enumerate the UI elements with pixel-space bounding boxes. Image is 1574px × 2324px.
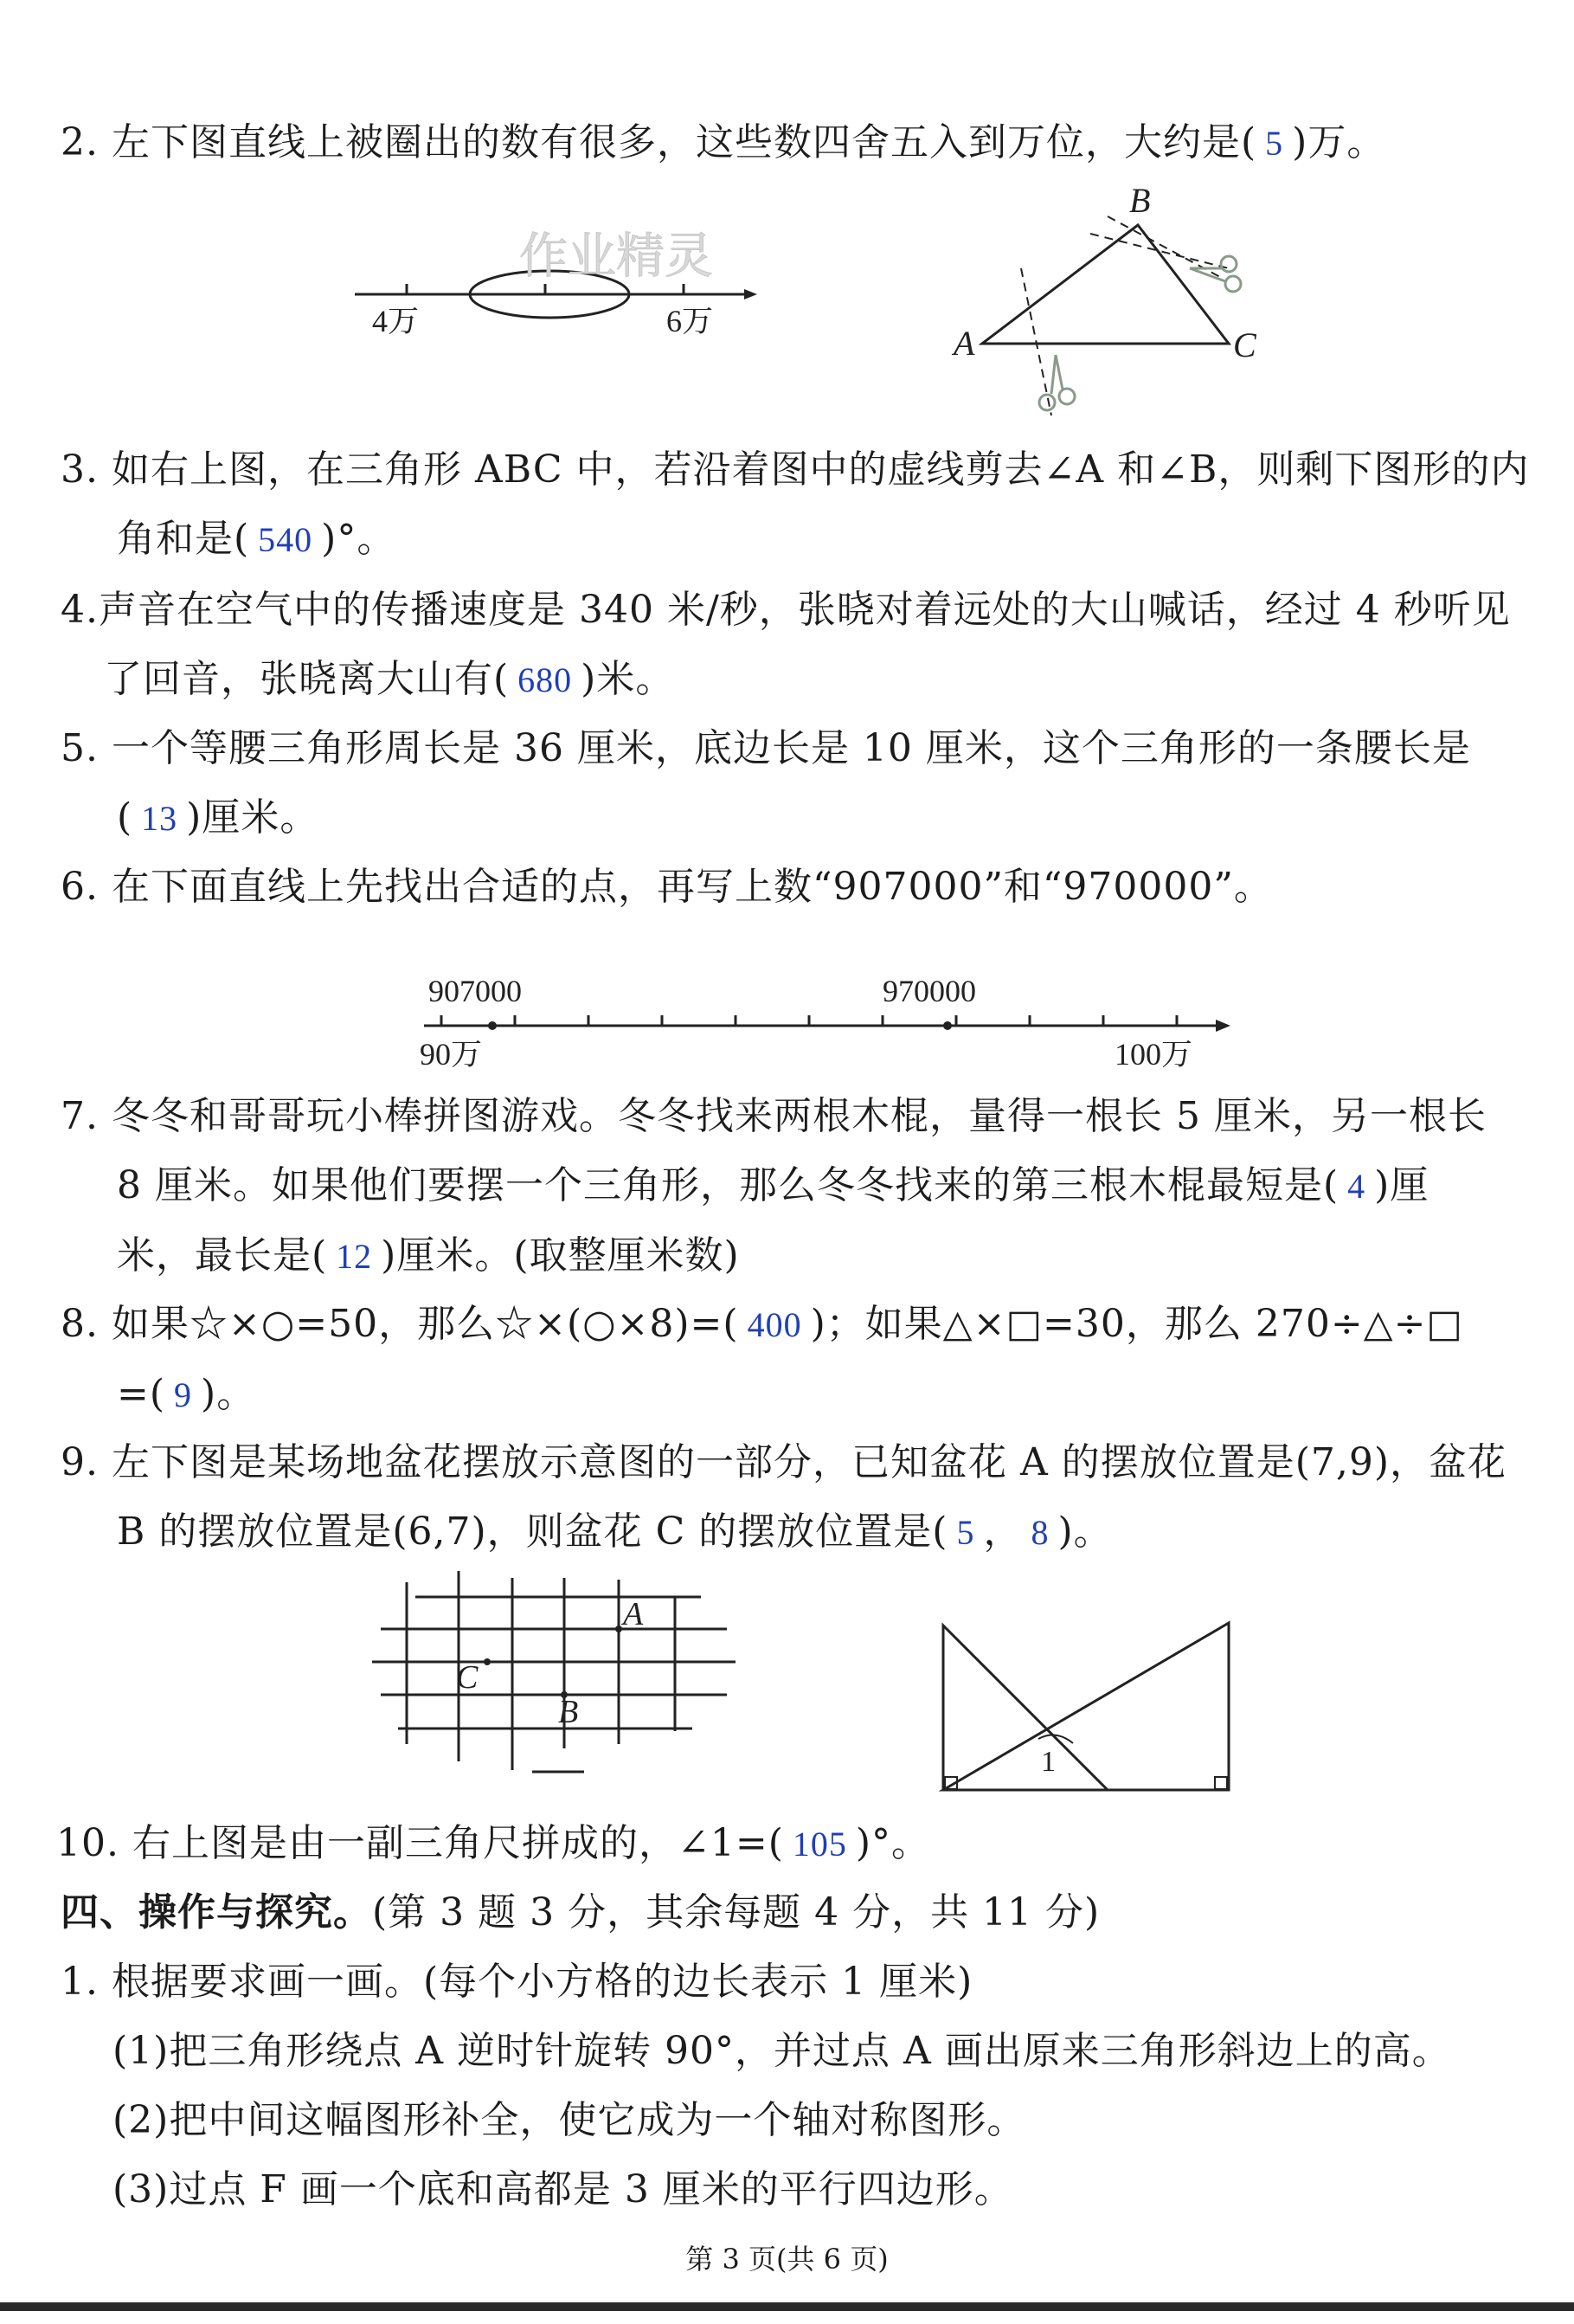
- angle-label: 1: [1041, 1746, 1056, 1778]
- question-text: )万。: [1292, 120, 1386, 164]
- number-line-figure: [342, 221, 792, 351]
- vertex-label-a: A: [954, 324, 975, 363]
- question-number: 6.: [61, 865, 99, 909]
- answer: 400: [747, 1305, 802, 1344]
- answer: 12: [336, 1237, 373, 1276]
- question-text: 了回音，张晓离大山有(: [104, 657, 510, 701]
- question-text: 声音在空气中的传播速度是 340 米/秒，张晓对着远处的大山喊话，经过 4 秒听见: [98, 588, 1511, 632]
- left-label: 4万: [372, 304, 420, 338]
- triangle-abc-figure: [943, 173, 1289, 424]
- question-9: [61, 1428, 1549, 1568]
- question-text: 一个等腰三角形周长是 36 厘米，底边长是 10 厘米，这个三角形的一条腰长是: [111, 726, 1471, 770]
- question-number: 5.: [61, 726, 99, 770]
- answer: 540: [258, 520, 313, 559]
- question-7: [61, 1082, 1549, 1291]
- sub-question-3: (3)过点 F 画一个底和高都是 3 厘米的平行四边形。: [112, 2167, 1013, 2211]
- bottom-rule: [0, 2302, 1574, 2311]
- question-text: ，: [983, 1510, 1023, 1554]
- question-text: (: [117, 795, 133, 840]
- question-3: [61, 435, 1549, 575]
- question-number: 2.: [61, 120, 99, 164]
- question-text: )。: [1057, 1510, 1113, 1554]
- section-4-heading: [61, 1878, 1549, 1947]
- question-text: )厘米。(取整厘米数): [381, 1233, 740, 1278]
- question-text: =(: [117, 1372, 166, 1416]
- sub-question-2: (2)把中间这幅图形补全，使它成为一个轴对称图形。: [112, 2098, 1026, 2142]
- question-text: )；如果△×□=30，那么 270÷△÷□: [810, 1302, 1464, 1346]
- answer: 9: [174, 1375, 193, 1414]
- section-title: 四、操作与探究。: [61, 1890, 372, 1935]
- question-text: 冬冬和哥哥玩小棒拼图游戏。冬冬找来两根木棍，量得一根长 5 厘米，另一根长: [111, 1094, 1487, 1138]
- question-text: 右上图是由一副三角尺拼成的，∠1=(: [132, 1821, 784, 1865]
- answer: 680: [517, 660, 573, 699]
- question-text: )°。: [855, 1821, 931, 1865]
- watermark: 作业精灵: [519, 230, 713, 284]
- flower-label-b: B: [558, 1694, 579, 1730]
- question-4: [61, 576, 1549, 715]
- question-text: 根据要求画一画。(每个小方格的边长表示 1 厘米): [111, 1960, 973, 2004]
- page-footer: 第 3 页(共 6 页): [685, 2243, 889, 2276]
- set-squares-figure: [935, 1617, 1246, 1803]
- answer: 8: [1031, 1513, 1050, 1552]
- question-text: 角和是(: [117, 517, 250, 561]
- question-number: 9.: [61, 1440, 99, 1484]
- section-4-question-1: [61, 1947, 1549, 2224]
- number-line-90-100-figure: [407, 956, 1237, 1086]
- point-label-970000: 970000: [883, 974, 976, 1008]
- question-number: 7.: [61, 1094, 99, 1138]
- question-text: 左下图直线上被圈出的数有很多，这些数四舍五入到万位，大约是(: [111, 120, 1257, 164]
- right-label: 100万: [1115, 1037, 1193, 1072]
- answer: 105: [792, 1825, 847, 1864]
- question-10: [56, 1809, 1545, 1879]
- question-number: 1.: [61, 1960, 99, 2004]
- flower-label-c: C: [456, 1659, 479, 1696]
- question-number: 10.: [56, 1821, 119, 1865]
- question-text: 8 厘米。如果他们要摆一个三角形，那么冬冬找来的第三根木棍最短是(: [117, 1163, 1340, 1207]
- question-text: B 的摆放位置是(6,7)，则盆花 C 的摆放位置是(: [117, 1510, 948, 1554]
- vertex-label-c: C: [1233, 325, 1256, 364]
- answer: 5: [1265, 124, 1284, 163]
- sub-question-1: (1)把三角形绕点 A 逆时针旋转 90°，并过点 A 画出原来三角形斜边上的高。: [112, 2029, 1451, 2073]
- question-text: 在下面直线上先找出合适的点，再写上数“907000”和“970000”。: [111, 865, 1273, 909]
- section-note: (第 3 题 3 分，其余每题 4 分，共 11 分): [372, 1890, 1101, 1935]
- vertex-label-b: B: [1129, 181, 1151, 220]
- question-text: )厘米。: [186, 795, 319, 840]
- question-text: 左下图是某场地盆花摆放示意图的一部分，已知盆花 A 的摆放位置是(7,9)，盆花: [111, 1440, 1507, 1484]
- right-label: 6万: [666, 304, 714, 338]
- question-number: 4.: [61, 588, 99, 632]
- answer: 4: [1347, 1167, 1366, 1206]
- question-text: )。: [201, 1372, 256, 1416]
- flower-label-a: A: [623, 1596, 644, 1632]
- question-2: [61, 108, 1549, 178]
- question-5: [61, 714, 1549, 853]
- question-number: 8.: [61, 1302, 99, 1346]
- question-text: )米。: [581, 657, 675, 701]
- question-text: 如右上图，在三角形 ABC 中，若沿着图中的虚线剪去∠A 和∠B，则剩下图形的内: [111, 447, 1530, 492]
- answer: 5: [956, 1513, 975, 1552]
- question-text: 米，最长是(: [117, 1233, 328, 1278]
- question-text: )厘: [1374, 1163, 1429, 1207]
- flower-grid-figure: [363, 1571, 744, 1796]
- answer: 13: [141, 799, 178, 838]
- question-text: )°。: [321, 517, 396, 561]
- point-label-907000: 907000: [428, 974, 522, 1008]
- question-number: 3.: [61, 447, 99, 492]
- left-label: 90万: [420, 1037, 483, 1072]
- question-8: [61, 1290, 1549, 1430]
- question-text: 如果☆×○=50，那么☆×(○×8)=(: [111, 1302, 739, 1346]
- question-6: [61, 853, 1549, 922]
- scissors-icon: [1039, 355, 1075, 410]
